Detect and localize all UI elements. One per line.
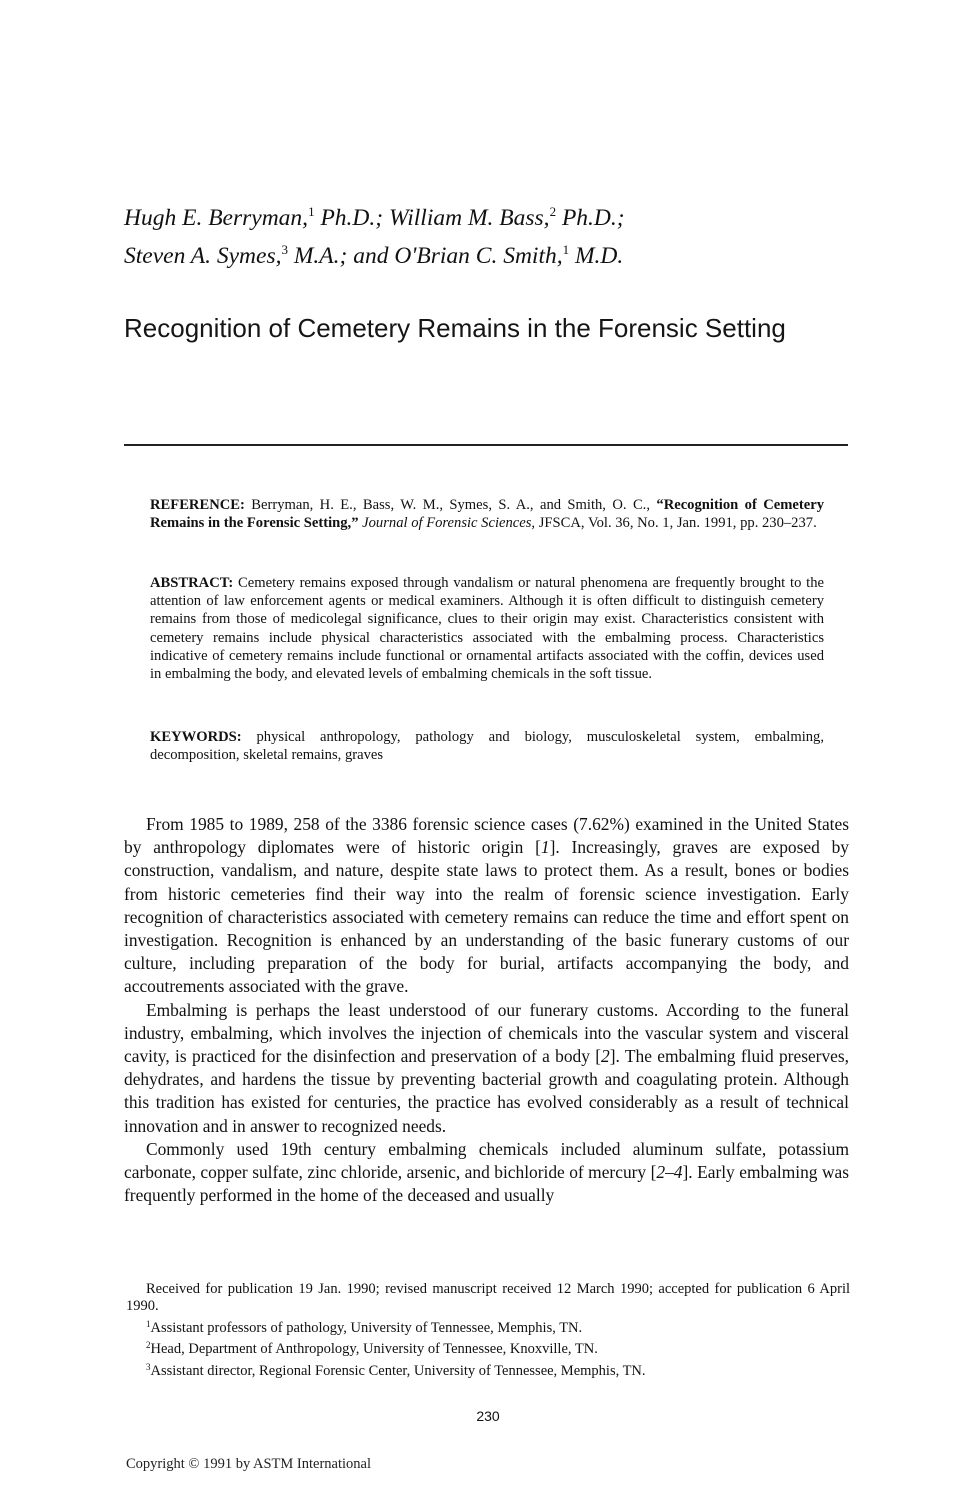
author-name: Hugh E. Berryman, [124,205,309,231]
copyright-notice: Copyright © 1991 by ASTM International [126,1456,372,1472]
page-number: 230 [476,1408,500,1424]
reference-authors: Berryman, H. E., Bass, W. M., Symes, S. A., and Smith, O. C., [244,497,657,513]
author-degree: Ph.D.; [556,205,625,231]
citation-ref: 2–4 [656,1162,683,1183]
keywords-label: KEYWORDS: [150,729,242,745]
footnote-text: Assistant director, Regional Forensic Center, University of Tennessee, Memphis, TN. [150,1362,646,1379]
body-text-run: Embalming is perhaps the least understood of our funerary customs. According to the funeral industry, embalming, which involves the injection of chemicals into the vascular system and visceral cavity, is practiced for the disinfection and preservation of a body [ [124,999,849,1067]
citation-ref: 1 [540,837,550,858]
body-text-run: Commonly used 19th century embalming chemicals included aluminum sulfate, potassium carbonate, copper sulfate, zinc chloride, arsenic, and bichloride of mercury [ [124,1138,849,1183]
author-name: O'Brian C. Smith, [388,243,563,269]
author-name: William M. Bass, [383,205,550,231]
body-paragraph [124,1138,849,1208]
abstract-block [150,574,824,683]
footnote-mark: 1 [146,1318,151,1329]
abstract-text: Cemetery remains exposed through vandalism or natural phenomena are frequently brought to the attention of law enforcement agents or medical examiners. Although it is often difficult to distinguish cemetery remains from those of medicolegal significance, clues to their origin may exist. Characteristics consistent with cemetery remains include physical characteristics associated with the embalming process. Characteristics indicative of cemetery remains include functional or ornamental artifacts associated with the coffin, devices used in embalming the body, and elevated levels of embalming chemicals in the soft tissue. [150,575,824,683]
footnote-2 [126,1337,850,1358]
body-paragraph [124,999,849,1138]
article-body [124,813,849,1207]
affiliation-mark: 3 [281,242,288,257]
author-degree: M.D. [569,243,624,269]
affiliation-mark: 1 [562,242,570,257]
footnote-1 [126,1316,850,1337]
affiliation-mark: 1 [308,204,315,219]
keywords-block [150,728,824,764]
article-title: Recognition of Cemetery Remains in the Forensic Setting [124,313,786,343]
footnotes [126,1281,850,1380]
reference-journal: Journal of Forensic Sciences, [358,515,536,532]
abstract-label: ABSTRACT: [150,575,234,591]
footnote-text: Assistant professors of pathology, University of Tennessee, Memphis, TN. [150,1319,583,1336]
title-divider [124,444,848,446]
author-name: Steven A. Symes, [124,243,282,269]
body-text-run: ]. Increasingly, graves are exposed by construction, vandalism, and nature, despite state laws to protect them. As a result, bones or bodies from historic cemeteries find their way into the realm of forensic science investigation. Early recognition of characteristics associated with cemetery remains can reduce the time and effort spent on investigation. Recognition is enhanced by an understanding of the basic funerary customs of our culture, including preparation of the body for burial, artifacts accompanying the body, and accoutrements associated with the grave. [124,837,849,997]
author-degree: M.A.; and [287,243,389,269]
body-paragraph [124,813,849,999]
body-text-run: ]. Early embalming was frequently performed in the home of the deceased and usually [124,1162,849,1206]
footnote-3 [126,1359,850,1380]
affiliation-mark: 2 [549,204,557,219]
reference-details: JFSCA, Vol. 36, No. 1, Jan. 1991, pp. 230–237. [535,515,817,532]
footnote-mark: 2 [146,1340,151,1351]
author-degree: Ph.D.; [314,205,384,231]
reference-block [150,496,824,532]
keywords-text: physical anthropology, pathology and biology, musculoskeletal system, embalming, decomposition, skeletal remains, graves [150,729,824,764]
body-text-run: ]. The embalming fluid preserves, dehydrates, and hardens the tissue by preventing bacterial growth and coagulating protein. Although this tradition has existed for centuries, the practice has evolved considerably as a result of technical innovation and in answer to recognized needs. [124,1046,849,1136]
received-note: Received for publication 19 Jan. 1990; revised manuscript received 12 March 1990; accepted for publication 6 April 1990. [126,1281,850,1315]
reference-article-title: “Recognition of Cemetery Remains in the Forensic Setting,” [150,497,824,532]
reference-label: REFERENCE: [150,497,245,513]
body-text-run: From 1985 to 1989, 258 of the 3386 forensic science cases (7.62%) examined in the United States by anthropology diplomates were of historic origin [ [124,814,849,858]
author-list [124,196,884,272]
citation-ref: 2 [601,1046,610,1067]
footnote-mark: 3 [146,1361,151,1372]
footnote-text: Head, Department of Anthropology, University of Tennessee, Knoxville, TN. [150,1341,598,1358]
